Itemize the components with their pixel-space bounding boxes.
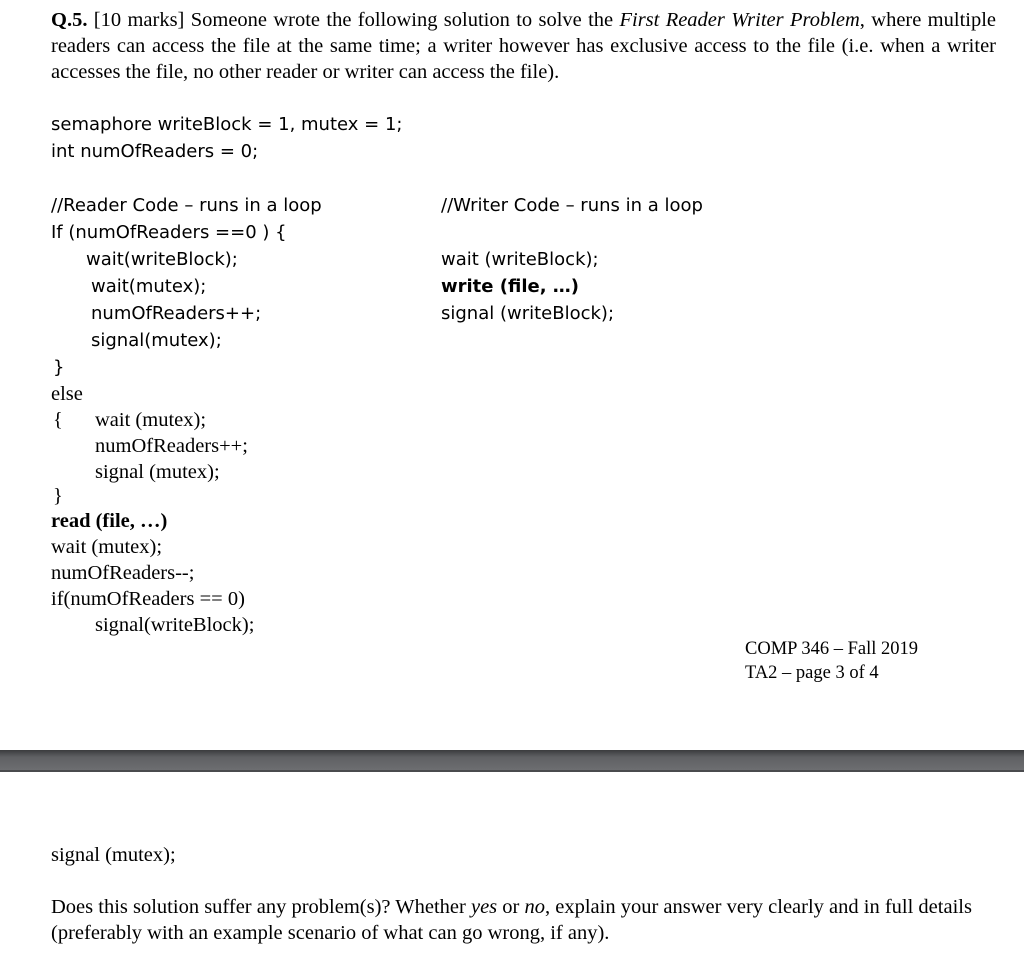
reader-else-increment: numOfReaders++; — [95, 435, 248, 457]
reader-if-line: If (numOfReaders ==0 ) { — [51, 222, 287, 243]
reader-if-increment: numOfReaders++; — [91, 303, 262, 324]
question-text-before: Someone wrote the following solution to solve the — [184, 9, 620, 31]
follow-up-or: or — [497, 896, 525, 918]
declaration-counter: int numOfReaders = 0; — [51, 141, 259, 162]
follow-up-suffix: , explain your answer very clearly and in full details (preferably with an example scenario of what can go wrong, if any). — [51, 896, 972, 944]
problem-name: First Reader Writer Problem — [619, 9, 860, 31]
reader-open-brace: { — [53, 409, 63, 431]
footer-course: COMP 346 – Fall 2019 — [745, 639, 919, 659]
follow-up-prefix: Does this solution suffer any problem(s)? Whether — [51, 896, 471, 918]
reader-close-brace-1: } — [53, 357, 65, 378]
reader-close-brace-2: } — [53, 485, 63, 507]
reader-else: else — [51, 383, 83, 405]
reader-else-signal-mutex: signal (mutex); — [95, 461, 220, 483]
writer-wait-writeblock: wait (writeBlock); — [441, 249, 599, 270]
writer-write-line: write (file, …) — [441, 276, 580, 297]
writer-signal-writeblock: signal (writeBlock); — [441, 303, 615, 324]
question-statement — [51, 7, 996, 85]
reader-after-if: if(numOfReaders == 0) — [51, 588, 245, 610]
follow-up-question — [51, 894, 996, 946]
reader-signal-writeblock: signal(writeBlock); — [95, 614, 255, 636]
footer-page: TA2 – page 3 of 4 — [745, 663, 879, 683]
reader-else-wait-mutex: wait (mutex); — [95, 409, 207, 431]
page-footer — [745, 637, 918, 685]
page-separator — [0, 750, 1024, 770]
declaration-semaphores: semaphore writeBlock = 1, mutex = 1; — [51, 114, 403, 135]
writer-comment: //Writer Code – runs in a loop — [441, 195, 703, 216]
reader-if-signal-mutex: signal(mutex); — [91, 330, 222, 351]
reader-after-decrement: numOfReaders--; — [51, 562, 195, 584]
follow-up-yes: yes — [470, 896, 498, 918]
reader-after-wait-mutex: wait (mutex); — [51, 536, 163, 558]
reader-if-wait-mutex: wait(mutex); — [91, 276, 207, 297]
reader-comment: //Reader Code – runs in a loop — [51, 195, 322, 216]
continuation-signal-mutex: signal (mutex); — [51, 844, 176, 866]
question-number: Q.5. — [51, 9, 88, 31]
page-separator-edge — [0, 770, 1024, 772]
question-marks: [10 marks] — [93, 9, 185, 31]
question-text-after: , where multiple readers can access the file at the same time; a writer however has exclusive access to the file (i.e. when a writer accesses the file, no other reader or writer can access the file). — [51, 9, 997, 83]
reader-if-wait-writeblock: wait(writeBlock); — [86, 249, 238, 270]
reader-read-line: read (file, …) — [51, 510, 168, 532]
follow-up-no: no — [524, 896, 545, 918]
